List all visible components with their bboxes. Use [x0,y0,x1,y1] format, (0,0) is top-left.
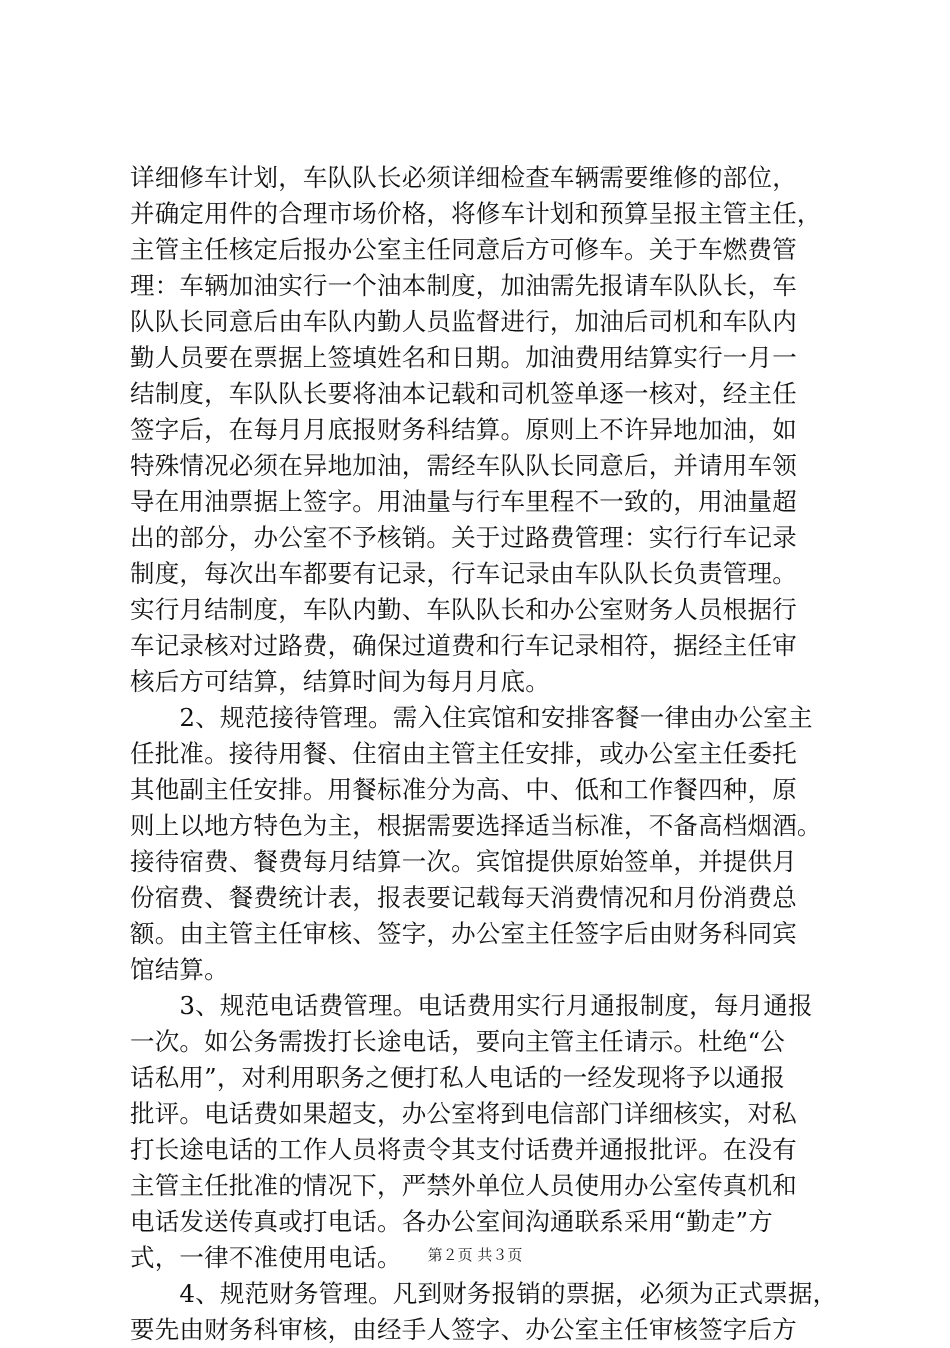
text-line: 实行月结制度，车队内勤、车队队长和办公室财务人员根据行 [130,595,797,624]
text-line: 理：车辆加油实行一个油本制度，加油需先报请车队队长，车 [130,271,797,300]
text-line: 出的部分，办公室不予核销。关于过路费管理：实行行车记录 [130,523,797,552]
text-line: 打长途电话的工作人员将责令其支付话费并通报批评。在没有 [130,1135,797,1164]
body-text [130,160,838,1348]
text-line: 勤人员要在票据上签填姓名和日期。加油费用结算实行一月一 [130,343,797,372]
text-line: 队队长同意后由车队内勤人员监督进行，加油后司机和车队内 [130,307,797,336]
text-line: 其他副主任安排。用餐标准分为高、中、低和工作餐四种，原 [130,775,797,804]
text-line: 制度，每次出车都要有记录，行车记录由车队队长负责管理。 [130,559,797,588]
text-line: 车记录核对过路费，确保过道费和行车记录相符，据经主任审 [130,631,797,660]
page-footer [0,1245,950,1265]
text-line: 3、规范电话费管理。电话费用实行月通报制度，每月通报 [130,991,813,1020]
text-line: 导在用油票据上签字。用油量与行车里程不一致的，用油量超 [130,487,797,516]
text-line: 式，一律不准使用电话。 [130,1243,402,1272]
text-line: 详细修车计划，车队队长必须详细检查车辆需要维修的部位， [130,163,797,192]
text-line: 批评。电话费如果超支，办公室将到电信部门详细核实，对私 [130,1099,797,1128]
text-line: 核后方可结算，结算时间为每月月底。 [130,667,550,696]
text-line: 要先由财务科审核，由经手人签字、办公室主任审核签字后方 [130,1315,797,1344]
text-line: 主管主任核定后报办公室主任同意后方可修车。关于车燃费管 [130,235,797,264]
text-line: 并确定用件的合理市场价格，将修车计划和预算呈报主管主任， [130,199,822,228]
text-line: 馆结算。 [130,955,229,984]
text-line: 任批准。接待用餐、住宿由主管主任安排，或办公室主任委托 [130,739,797,768]
text-line: 额。由主管主任审核、签字，办公室主任签字后由财务科同宾 [130,919,797,948]
text-line: 则上以地方特色为主，根据需要选择适当标准，不备高档烟酒。 [130,811,822,840]
text-line: 签字后，在每月月底报财务科结算。原则上不许异地加油，如 [130,415,797,444]
text-line: 电话发送传真或打电话。各办公室间沟通联系采用“勤走”方 [130,1207,773,1236]
text-line: 接待宿费、餐费每月结算一次。宾馆提供原始签单，并提供月 [130,847,797,876]
text-line: 一次。如公务需拨打长途电话，要向主管主任请示。杜绝“公 [130,1027,785,1056]
text-line: 结制度，车队队长要将油本记载和司机签单逐一核对，经主任 [130,379,797,408]
page-number: 第２页 共３页 [427,1246,523,1264]
text-line: 话私用”，对利用职务之便打私人电话的一经发现将予以通报 [130,1063,785,1092]
text-line: 份宿费、餐费统计表，报表要记载每天消费情况和月份消费总 [130,883,797,912]
text-line: 主管主任批准的情况下，严禁外单位人员使用办公室传真机和 [130,1171,797,1200]
text-line: 特殊情况必须在异地加油，需经车队队长同意后，并请用车领 [130,451,797,480]
text-line: 4、规范财务管理。凡到财务报销的票据，必须为正式票据， [130,1279,838,1308]
text-line: 2、规范接待管理。需入住宾馆和安排客餐一律由办公室主 [130,703,813,732]
